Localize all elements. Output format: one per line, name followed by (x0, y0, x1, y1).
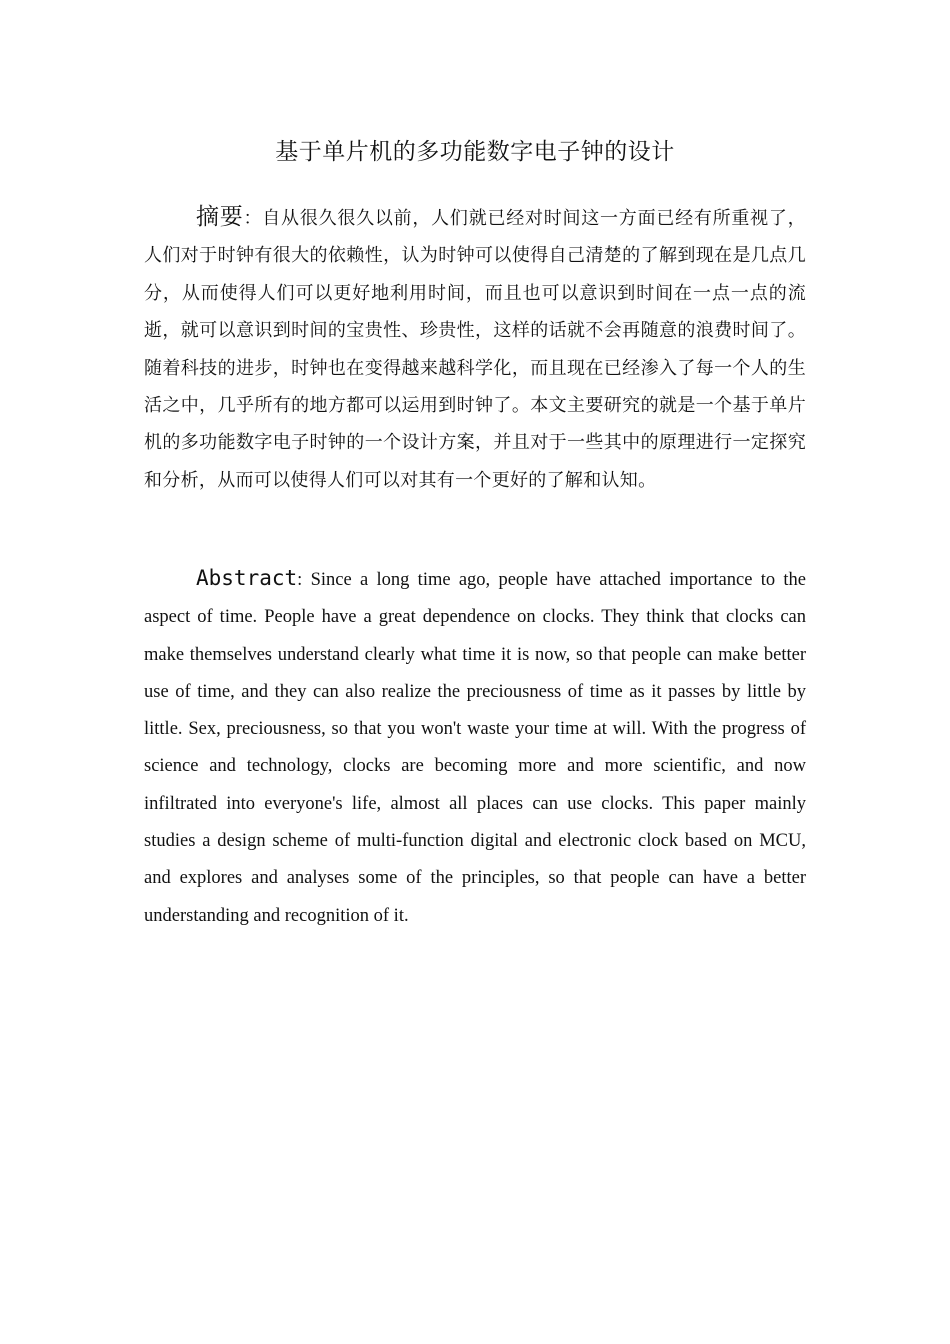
english-abstract-label: Abstract (196, 566, 298, 590)
english-abstract-text: Since a long time ago, people have attached importance to the aspect of time. People have a great dependence on clocks. They think that clocks can make themselves understand clearly what time it is now, so that people can make better use of time, and they can also realize the preciousness of time as it passes by little by little. Sex, preciousness, so that you won't waste your time at will. With the progress of science and technology, clocks are becoming more and more scientific, and now infiltrated into everyone's life, almost all places can use clocks. This paper mainly studies a design scheme of multi-function digital and electronic clock based on MCU, and explores and analyses some of the principles, so that people can have a better understanding and recognition of it. (144, 570, 807, 926)
english-abstract (144, 560, 806, 935)
document-title: 基于单片机的多功能数字电子钟的设计 (275, 139, 675, 165)
chinese-abstract-label: 摘要 (196, 204, 244, 230)
chinese-abstract-colon: ： (243, 208, 263, 229)
english-abstract-colon: : (297, 570, 303, 590)
chinese-abstract-text: 自从很久很久以前，人们就已经对时间这一方面已经有所重视了，人们对于时钟有很大的依赖性，认为时钟可以使得自己清楚的了解到现在是几点几分，从而使得人们可以更好地利用时间，而且也可以意识到时间在一点一点的流逝，就可以意识到时间的宝贵性、珍贵性，这样的话就不会再随意的浪费时间了。随着科技的进步，时钟也在变得越来越科学化，而且现在已经渗入了每一个人的生活之中，几乎所有的地方都可以运用到时钟了。本文主要研究的就是一个基于单片机的多功能数字电子时钟的一个设计方案，并且对于一些其中的原理进行一定探究和分析，从而可以使得人们可以对其有一个更好的了解和认知。 (144, 208, 806, 491)
chinese-abstract (144, 199, 806, 499)
